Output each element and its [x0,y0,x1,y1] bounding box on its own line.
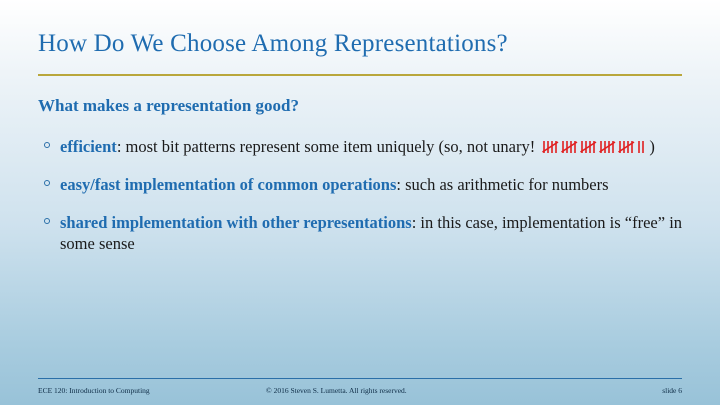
list-item [44,136,684,157]
list-item [44,174,684,195]
bullet-circle-icon [44,218,50,224]
page-title: How Do We Choose Among Representations? [38,30,508,57]
bullet-list [44,136,684,271]
bullet-text: : such as arithmetic for numbers [396,175,609,195]
bullet-circle-icon [44,142,50,148]
bullet-keyword: easy/fast implementation of common operations [60,175,397,195]
title-divider [38,74,682,76]
bullet-text: : most bit patterns represent some item uniquely (so, not unary! [116,137,536,156]
footer-copyright: © 2016 Steven S. Lumetta. All rights reserved. [266,386,407,395]
footer-course-label: ECE 120: Introduction to Computing [38,386,150,395]
bullet-circle-icon [44,180,50,186]
section-subheading: What makes a representation good? [38,96,299,115]
bullet-text: : in this case, implementation is “free” in some sense [60,213,683,254]
bullet-keyword: shared implementation with other representations [60,213,412,233]
footer-divider [38,378,682,379]
bullet-keyword: efficient [60,137,117,156]
footer-slide-number: slide 6 [662,386,682,395]
list-item [44,212,684,254]
bullet-text-tail: ) [649,137,655,156]
tally-marks-icon [542,140,646,154]
